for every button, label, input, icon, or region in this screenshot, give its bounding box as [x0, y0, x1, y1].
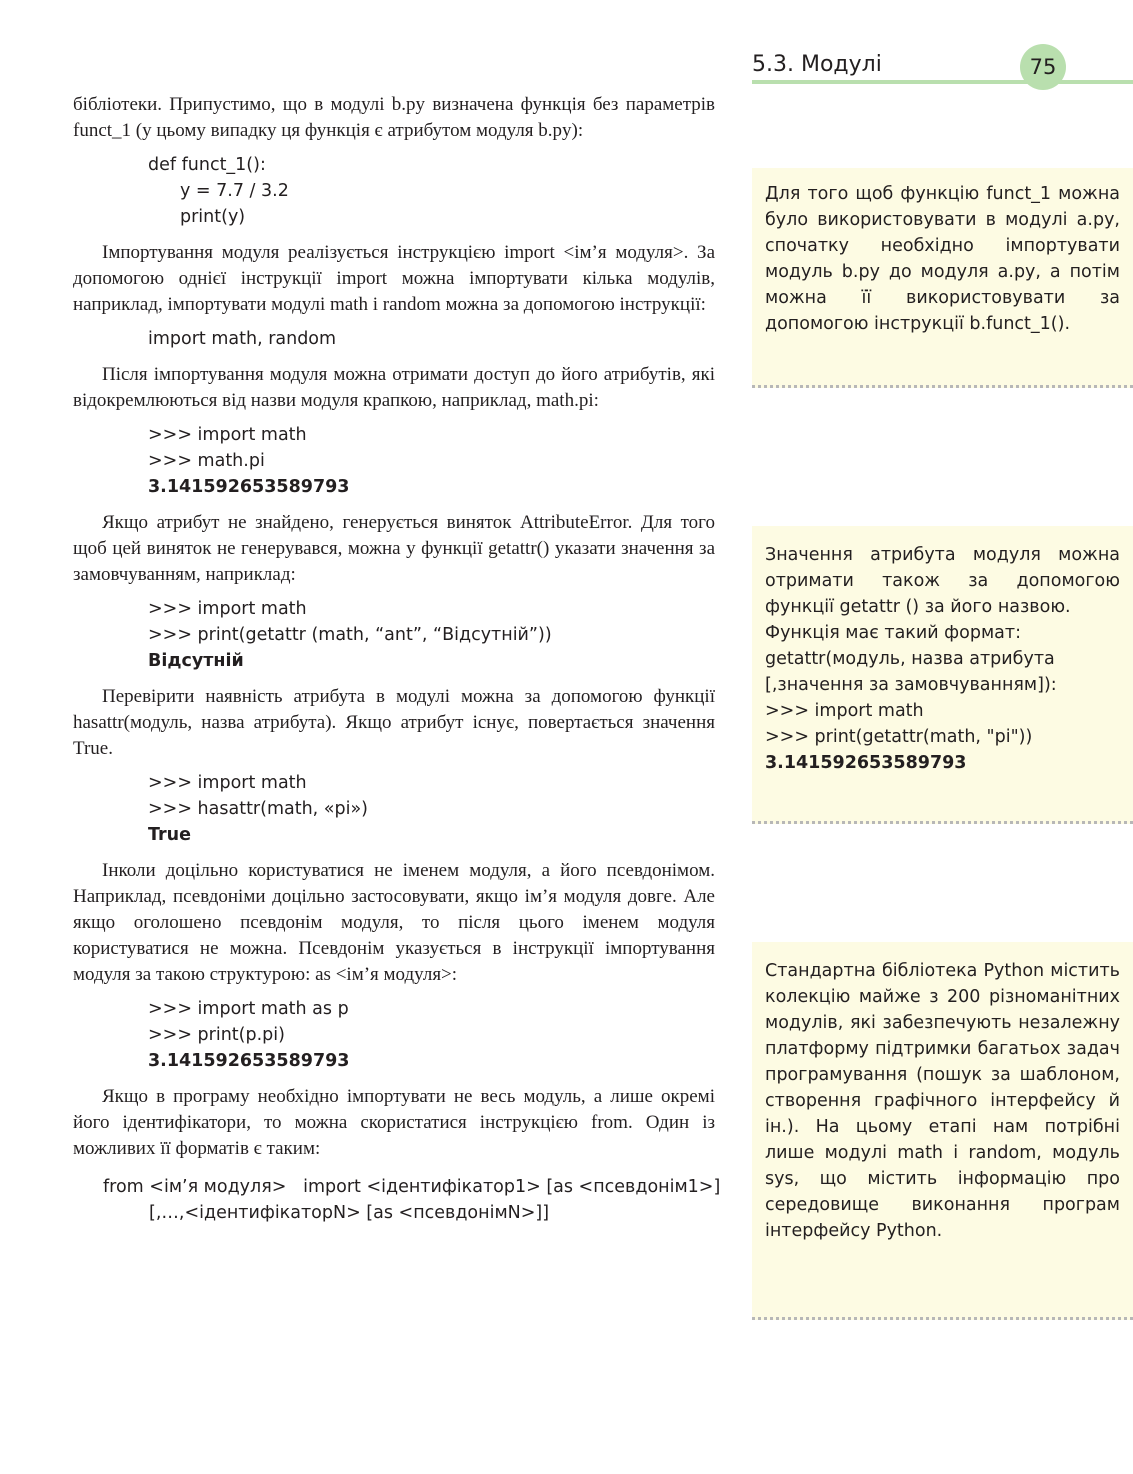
paragraph-6: Інколи доцільно користуватися не іменем модуля, а його псевдонімом. Наприклад, псевдоніми доцільно застосовувати, якщо ім’я модуля довге. Але якщо оголошено псевдонім модуля, то після цього іменем модуля користуватися не можна. Псевдонім указується в інструкції імпортування модуля за такою структурою: as <ім’я модуля>:: [73, 860, 715, 985]
code-line: y = 7.7 / 3.2: [180, 181, 289, 201]
code-line: >>> import math: [148, 425, 307, 445]
note-text: Значення атрибута модуля можна отримати також за допомогою функції getattr () за його назвою.: [765, 545, 1120, 617]
code-result: 3.141592653589793: [148, 477, 350, 497]
paragraph-5: Перевірити наявність атрибута в модулі можна за допомогою функції hasattr(модуль, назва атрибута). Якщо атрибут існує, повертається значення True.: [73, 686, 715, 759]
code-line: print(y): [180, 207, 246, 227]
code-line: >>> import math: [148, 599, 307, 619]
page-number-badge: 75: [1020, 44, 1066, 90]
code-block-1: [148, 152, 715, 230]
paragraph-1: бібліотеки. Припустимо, що в модулі b.py визначена функція без параметрів funct_1 (у цьому випадку ця функція є атрибутом модуля b.py):: [73, 94, 715, 141]
note-text: Для того щоб функцію funct_1 можна було використовувати в модулі a.py, спочатку необхідно імпортувати модуль b.py до модуля a.py, а потім можна її використовувати за допомогою інструкції b.funct_1().: [765, 184, 1120, 334]
page-header: [752, 44, 1133, 90]
code-block-4: [148, 596, 715, 674]
section-title: 5.3. Модулі: [752, 52, 882, 77]
code-result: Відсутній: [148, 651, 244, 671]
syntax-line: from <ім’я модуля> import <ідентифікатор1> [as <псевдонім1>]: [103, 1177, 721, 1197]
code-line: import math, random: [148, 329, 337, 349]
code-block-3: [148, 422, 715, 500]
note-code-line: >>> import math: [765, 701, 924, 721]
main-column: [73, 92, 721, 1226]
code-result: True: [148, 825, 191, 845]
sidebar-note-2: [752, 526, 1133, 824]
header-rule: [752, 80, 1133, 84]
paragraph-2: Імпортування модуля реалізується інструкцією import <ім’я модуля>. За допомогою однієї інструкції import можна імпортувати кілька модулів, наприклад, імпортувати модулі math і random можна за допомогою інструкції:: [73, 242, 715, 315]
code-line: >>> math.pi: [148, 451, 265, 471]
sidebar-note-1: [752, 168, 1133, 388]
note-text: Функція має такий формат: getattr(модуль, назва атрибута [,значення за замовчуванням]):: [765, 623, 1057, 695]
paragraph-3: Після імпортування модуля можна отримати доступ до його атрибутів, які відокремлюються від назви модуля крапкою, наприклад, math.pi:: [73, 364, 715, 411]
syntax-line: [,…,<ідентифікаторN> [as <псевдонімN>]]: [149, 1203, 550, 1223]
dotted-divider: [752, 1317, 1133, 1320]
code-line: >>> hasattr(math, «pi»): [148, 799, 369, 819]
code-result: 3.141592653589793: [148, 1051, 350, 1071]
code-line: def funct_1():: [148, 155, 266, 175]
code-line: >>> print(p.pi): [148, 1025, 285, 1045]
note-code-result: 3.141592653589793: [765, 753, 967, 773]
dotted-divider: [752, 385, 1133, 388]
code-block-6: [148, 996, 715, 1074]
dotted-divider: [752, 821, 1133, 824]
code-line: >>> print(getattr (math, “ant”, “Відсутній”)): [148, 625, 552, 645]
code-line: >>> import math as p: [148, 999, 349, 1019]
from-syntax-block: [103, 1174, 721, 1226]
paragraph-7: Якщо в програму необхідно імпортувати не весь модуль, а лише окремі його ідентифікатори, то можна скористатися інструкцією from. Один із можливих її форматів є таким:: [73, 1086, 715, 1159]
sidebar-note-3: [752, 942, 1133, 1320]
code-line: >>> import math: [148, 773, 307, 793]
code-block-2: [148, 326, 715, 352]
paragraph-4: Якщо атрибут не знайдено, генерується виняток AttributeError. Для того щоб цей виняток не генерувався, можна у функції getattr() указати значення за замовчуванням, наприклад:: [73, 512, 715, 585]
code-block-5: [148, 770, 715, 848]
note-code-line: >>> print(getattr(math, "pi")): [765, 727, 1033, 747]
note-text: Стандартна бібліотека Python містить колекцію майже з 200 різноманітних модулів, які забезпечують незалежну платформу підтримки багатьох задач програмування (пошук за шаблоном, створення графічного інтерфейсу й ін.). На цьому етапі нам потрібні лише модулі math і random, модуль sys, що містить інформацію про середовище виконання програм інтерфейсу Python.: [765, 961, 1120, 1241]
